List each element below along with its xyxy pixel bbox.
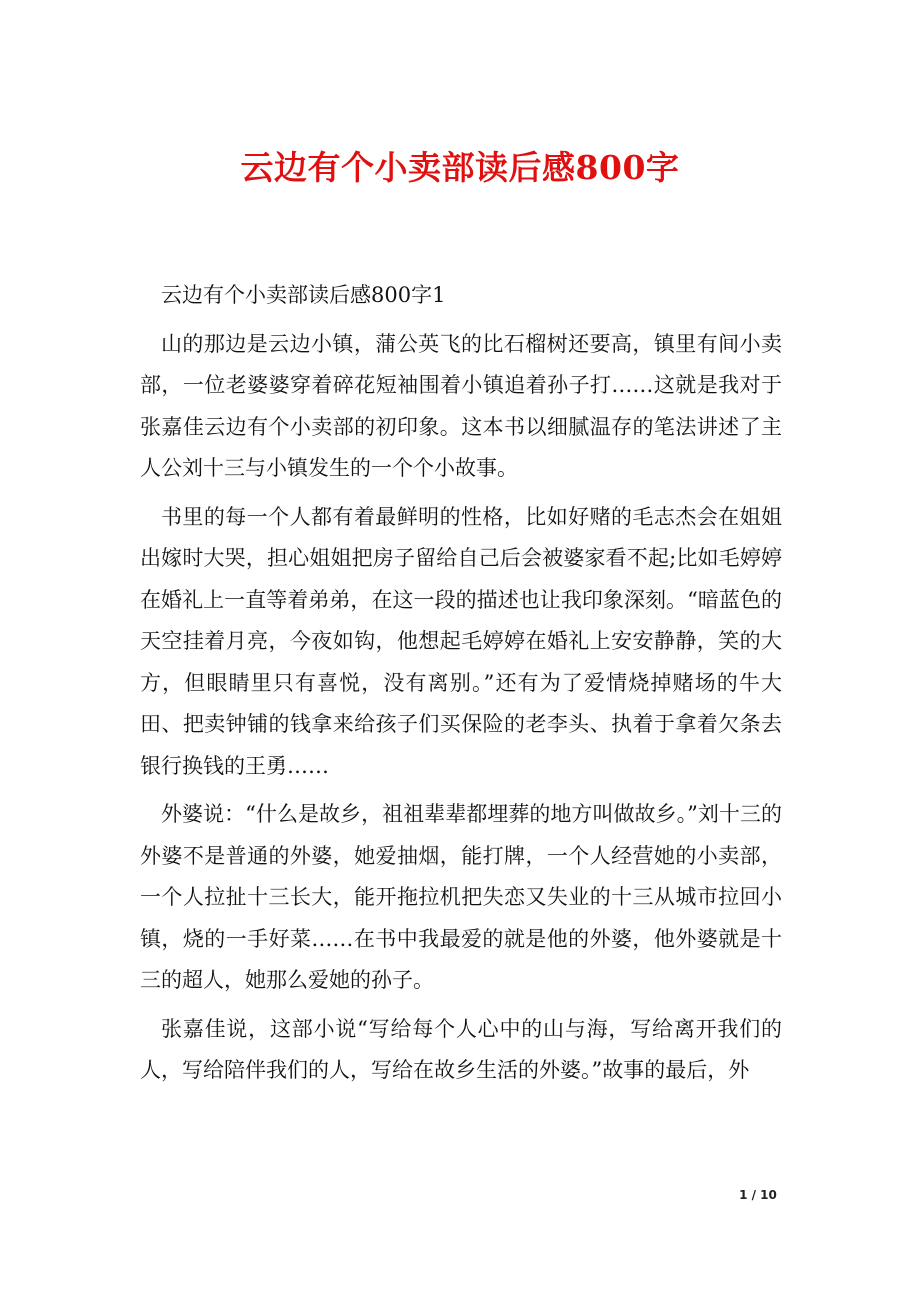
document-title: 云边有个小卖部读后感800字 [240,148,680,187]
paragraph-2: 书里的每一个人都有着最鲜明的性格，比如好赌的毛志杰会在姐姐出嫁时大哭，担心姐姐把房子留给自己后会被婆家看不起;比如毛婷婷在婚礼上一直等着弟弟，在这一段的描述也让我印象深刻。“暗蓝色的天空挂着月亮，今夜如钩，他想起毛婷婷在婚礼上安安静静，笑的大方，但眼睛里只有喜悦，没有离别。”还有为了爱情烧掉赌场的牛大田、把卖钟铺的钱拿来给孩子们买保险的老李头、执着于拿着欠条去银行换钱的王勇…… [140,504,782,778]
section-heading: 云边有个小卖部读后感800字1 [161,283,446,307]
paragraph-3: 外婆说：“什么是故乡，祖祖辈辈都埋葬的地方叫做故乡。”刘十三的外婆不是普通的外婆，她爱抽烟，能打牌，一个人经营她的小卖部，一个人拉扯十三长大，能开拖拉机把失恋又失业的十三从城市拉回小镇，烧的一手好菜……在书中我最爱的就是他的外婆，他外婆就是十三的超人，她那么爱她的孙子。 [140,802,782,992]
document-body [140,275,782,1099]
page-number: 1 / 10 [739,1188,777,1202]
paragraph-4: 张嘉佳说，这部小说“写给每个人心中的山与海，写给离开我们的人，写给陪伴我们的人，写给在故乡生活的外婆。”故事的最后，外 [140,1016,782,1082]
paragraph-1: 山的那边是云边小镇，蒲公英飞的比石榴树还要高，镇里有间小卖部，一位老婆婆穿着碎花短袖围着小镇追着孙子打……这就是我对于张嘉佳云边有个小卖部的初印象。这本书以细腻温存的笔法讲述了主人公刘十三与小镇发生的一个个小故事。 [140,331,782,480]
